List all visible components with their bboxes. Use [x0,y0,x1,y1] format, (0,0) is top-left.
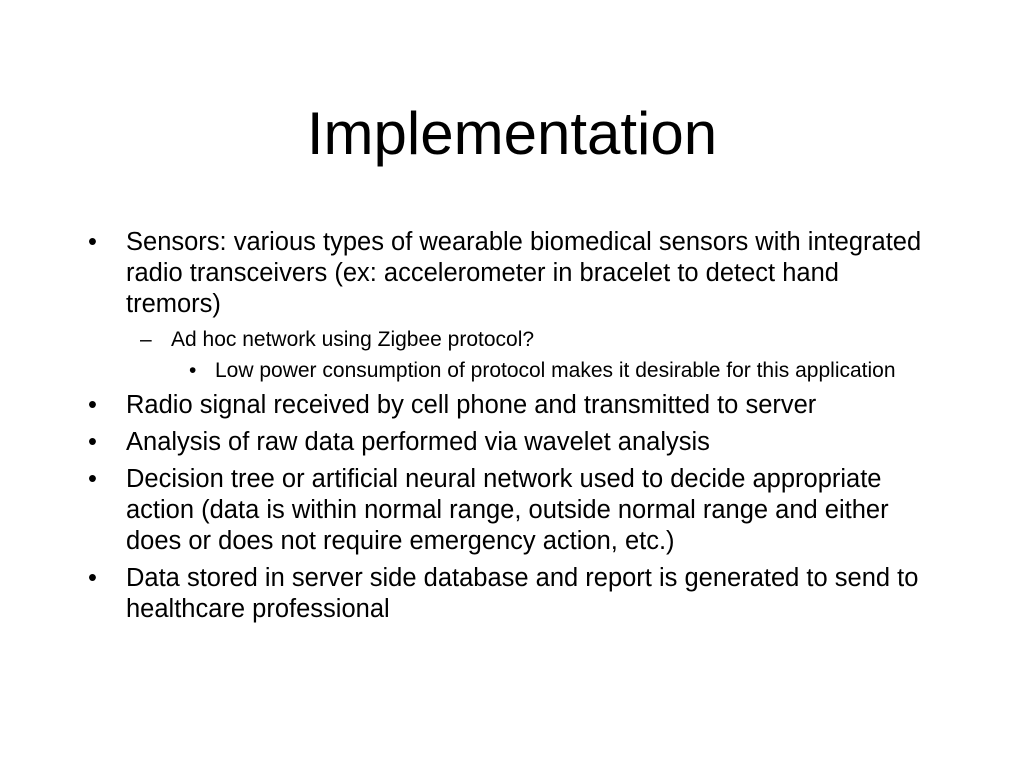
sub-sub-bullet-text: Low power consumption of protocol makes it desirable for this application [215,359,896,382]
bullet-text: Analysis of raw data performed via wavelet analysis [126,428,710,456]
bullet-marker: • [88,465,97,493]
bullet-item-sensors [88,227,928,384]
bullet-marker: • [88,228,97,256]
slide-title: Implementation [306,100,718,167]
sub-sub-bullet-list [171,357,928,384]
bullet-list [88,227,928,625]
dash-marker: – [140,328,152,351]
bullet-text: Radio signal received by cell phone and transmitted to server [126,391,817,419]
bullet-text: Data stored in server side database and report is generated to send to healthcare professional [126,564,919,623]
bullet-marker: • [88,391,97,419]
bullet-marker: • [88,428,97,456]
bullet-text: Decision tree or artificial neural network used to decide appropriate action (data is within normal range, outside normal range and either does or does not require emergency action, etc.) [126,465,889,555]
bullet-item-decision-tree [88,464,928,557]
sub-bullet-text: Ad hoc network using Zigbee protocol? [171,328,535,351]
bullet-marker: • [189,359,197,382]
bullet-item-analysis [88,427,928,458]
slide-body [88,227,928,631]
sub-sub-bullet-item-low-power [88,357,928,384]
sub-bullet-list [126,326,928,384]
sub-bullet-item-zigbee [88,326,928,384]
bullet-text: Sensors: various types of wearable biomedical sensors with integrated radio transceivers (ex: accelerometer in bracelet to detect hand tremors) [126,228,922,318]
bullet-item-radio-signal [88,390,928,421]
bullet-item-data-stored [88,563,928,625]
bullet-marker: • [88,564,97,592]
